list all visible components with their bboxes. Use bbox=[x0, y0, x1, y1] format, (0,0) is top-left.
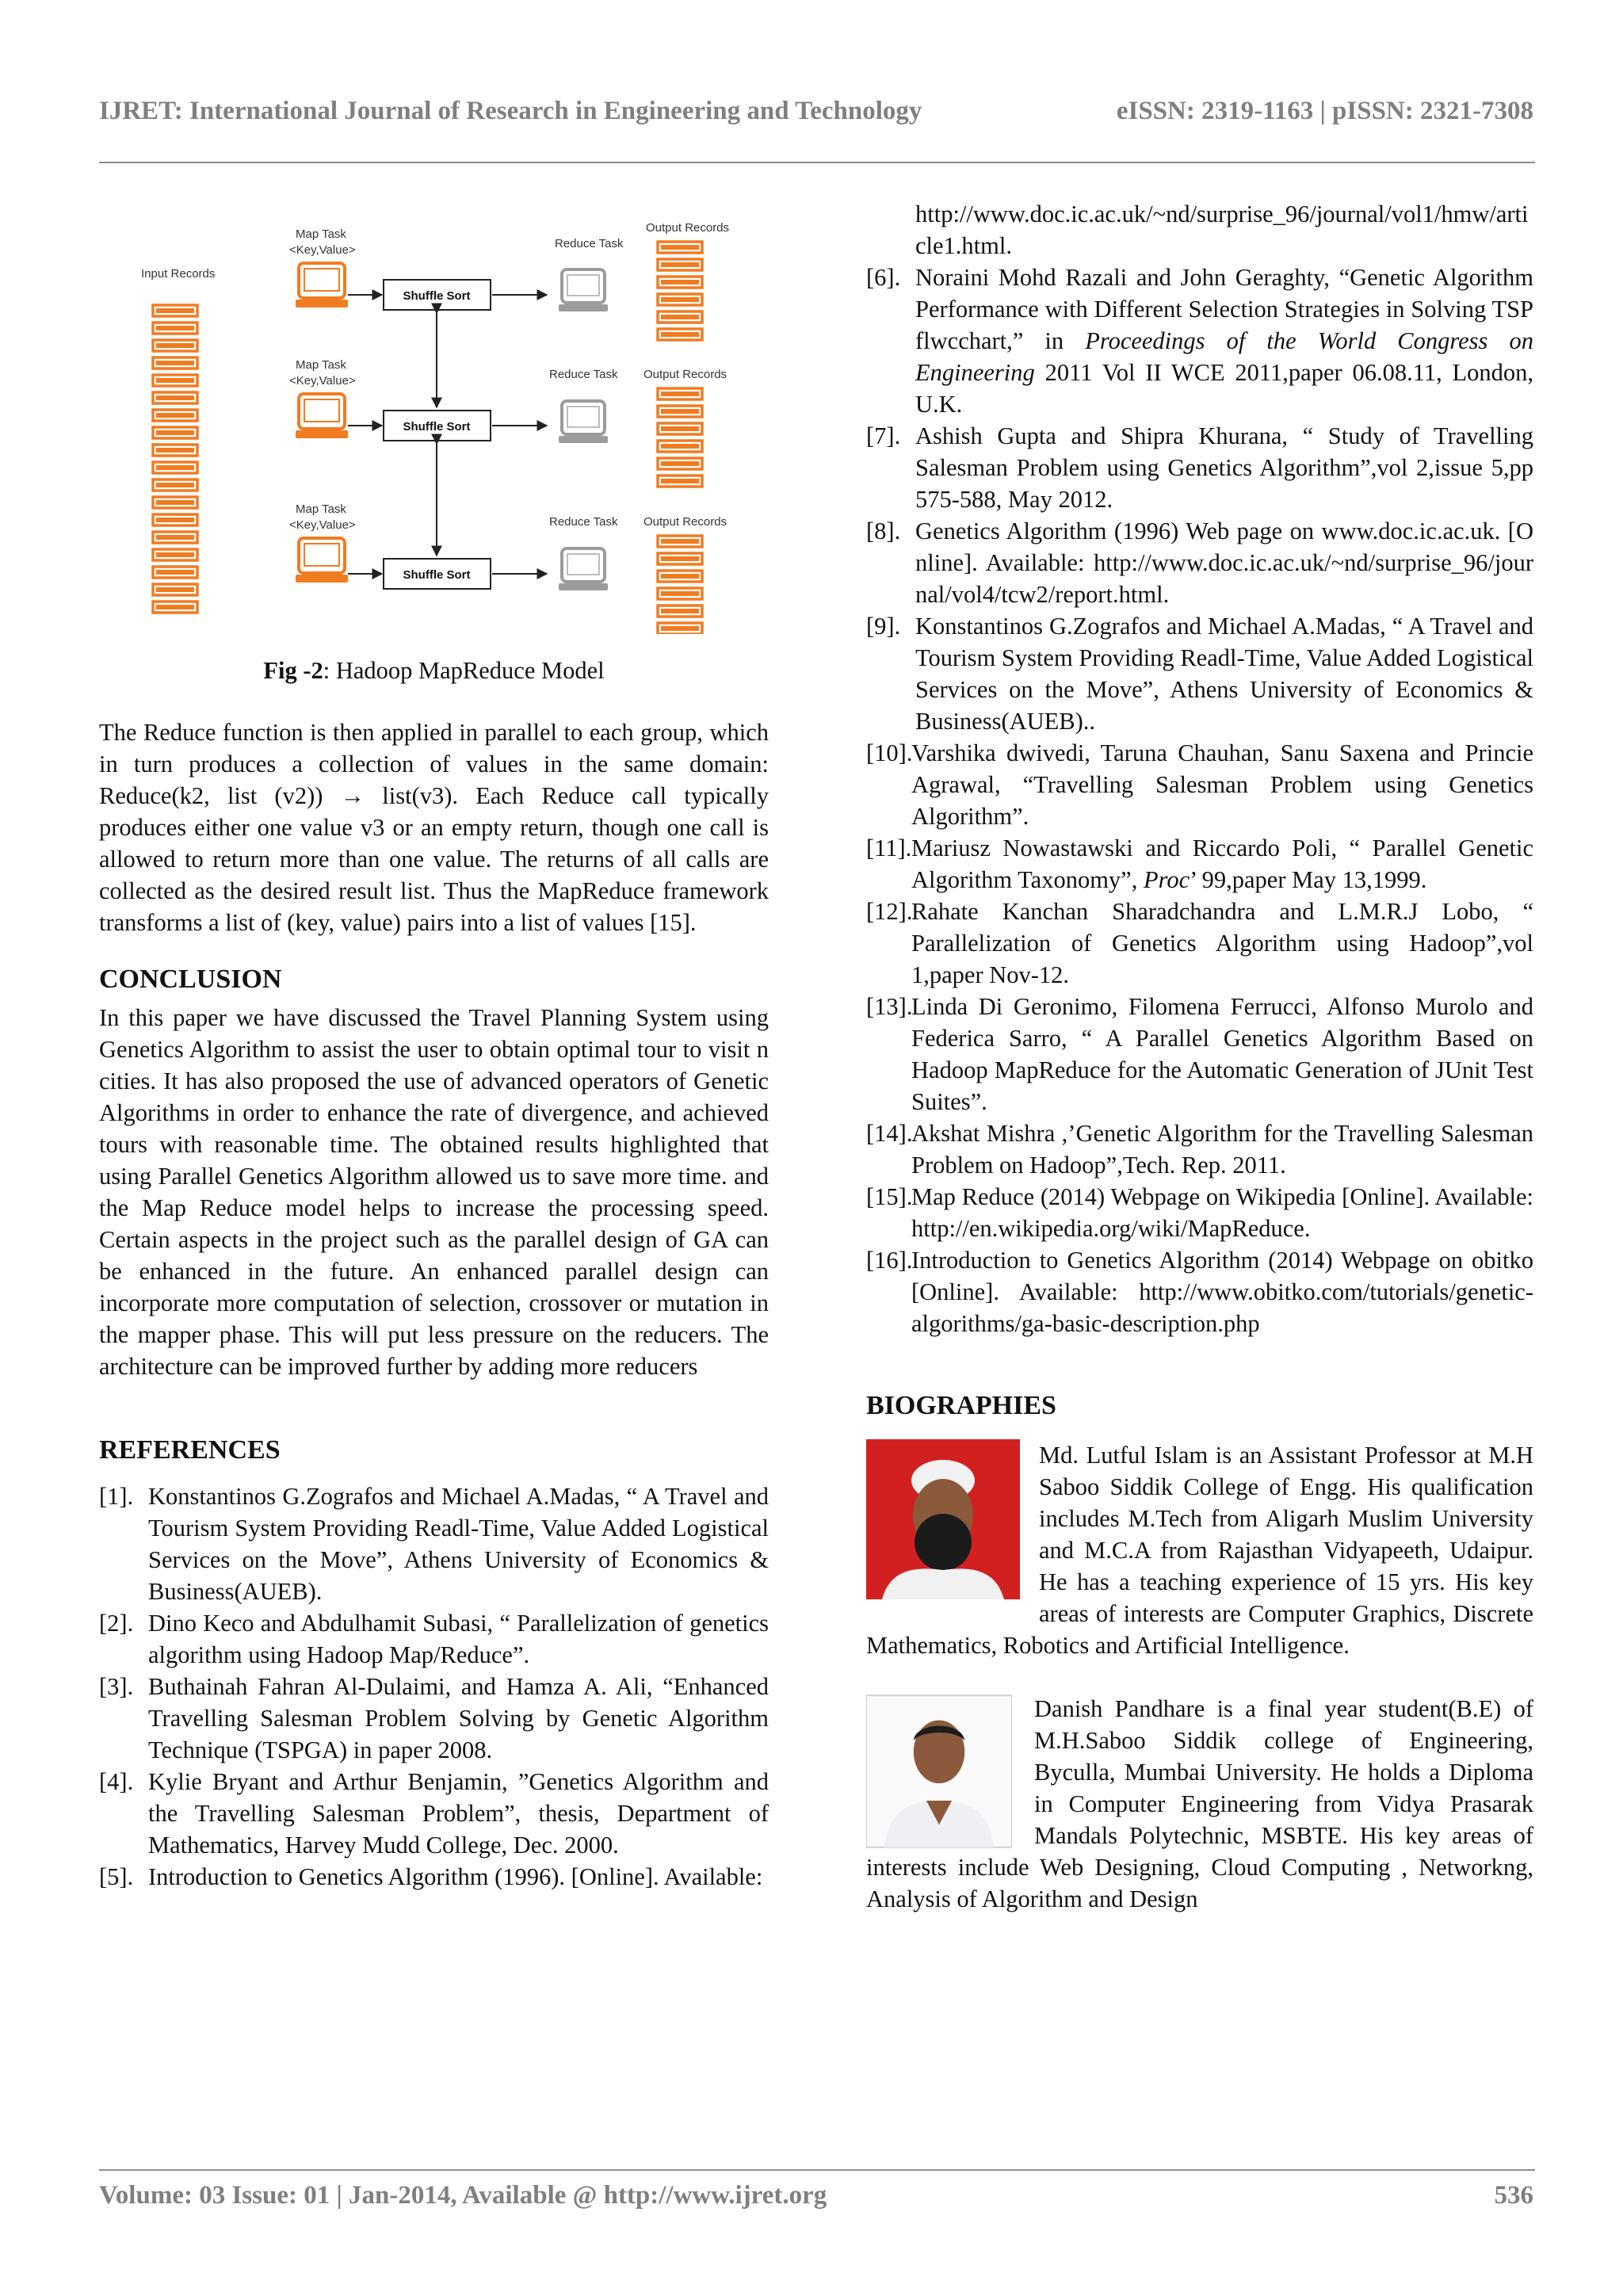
reference-item: [10]. Varshika dwivedi, Taruna Chauhan, Sanu Saxena and Princie Agrawal, “Travelling Salesman Problem using Genetics Algorithm”. bbox=[866, 739, 1533, 830]
conclusion-text: In this paper we have discussed the Travel Planning System using Genetics Algorithm to assist the user to obtain optimal tour to visit n cities. It has also proposed the use of advanced operators of Genetic Algorithms in order to enhance the rate of divergence, and achieved tours with reasonable time. The obtained results highlighted that using Parallel Genetics Algorithm allowed us to save more time. and the Map Reduce model helps to increase the processing speed. Certain aspects in the project such as the parallel design of GA can be enhanced in the future. An enhanced parallel design can incorporate more computation of selection, crossover or mutation in the mapper phase. This will put less pressure on the reducers. The architecture can be improved further by adding more reducers bbox=[99, 1004, 769, 1380]
label-reduce-task-1: Reduce Task bbox=[555, 237, 624, 250]
reference-item: [14]. Akshat Mishra ,’Genetic Algorithm for the Travelling Salesman Problem on Hadoop”,Tech. Rep. 2011. bbox=[866, 1120, 1533, 1179]
reference-item: [11]. Mariusz Nowastawski and Riccardo Poli, “ Parallel Genetic Algorithm Taxonomy”, Proc’ 99,paper May 13,1999. bbox=[866, 835, 1533, 893]
label-output-records-1: Output Records bbox=[646, 221, 730, 235]
label-shuffle-sort-1: Shuffle Sort bbox=[403, 289, 471, 303]
reference-item: [12]. Rahate Kanchan Sharadchandra and L.M.R.J Lobo, “ Parallelization of Genetics Algorithm using Hadoop”,vol 1,paper Nov-12. bbox=[866, 898, 1533, 988]
left-column bbox=[99, 190, 769, 1893]
header-rule bbox=[99, 162, 1535, 163]
reference-item: [15]. Map Reduce (2014) Webpage on Wikipedia [Online]. Available: http://en.wikipedia.org/wiki/MapReduce. bbox=[866, 1183, 1533, 1242]
mapreduce-figure bbox=[99, 190, 769, 634]
reduce-task-2-icon bbox=[559, 401, 608, 443]
volume-info: Volume: 03 Issue: 01 | Jan-2014, Available @ http://www.ijret.org bbox=[99, 2181, 827, 2210]
reference-item: [8]. Genetics Algorithm (1996) Web page on www.doc.ic.ac.uk. [Online]. Available: http://www.doc.ic.ac.uk/~nd/surprise_96/journal/vol4/tcw2/report.html. bbox=[866, 518, 1533, 608]
biography-1 bbox=[866, 1439, 1533, 1661]
reference-item: [16]. Introduction to Genetics Algorithm (2014) Webpage on obitko [Online]. Available: http://www.obitko.com/tutorials/genetic-algorithms/ga-basic-description.php bbox=[866, 1247, 1533, 1337]
reference-item: [5]. Introduction to Genetics Algorithm (1996). [Online]. Available: bbox=[99, 1863, 763, 1890]
footer-rule bbox=[99, 2169, 1535, 2171]
label-shuffle-sort-2: Shuffle Sort bbox=[403, 420, 471, 434]
label-output-records-3: Output Records bbox=[643, 515, 727, 529]
output-records-stack-1 bbox=[658, 242, 702, 340]
figure-caption-text: : Hadoop MapReduce Model bbox=[323, 657, 605, 684]
label-reduce-task-3: Reduce Task bbox=[549, 515, 618, 529]
reference-item: [9]. Konstantinos G.Zografos and Michael A.Madas, “ A Travel and Tourism System Providing Readl-Time, Value Added Logistical Services on the Move”, Athens University of Economics & Business(AUEB).. bbox=[866, 613, 1533, 735]
label-reduce-task-2: Reduce Task bbox=[549, 368, 618, 381]
reduce-task-1-icon bbox=[559, 269, 608, 311]
reference-item: [1]. Konstantinos G.Zografos and Michael A.Madas, “ A Travel and Tourism System Providing Readl-Time, Value Added Logistical Services on the Move”, Athens University of Economics & Business(AUEB). bbox=[99, 1483, 769, 1605]
reference-continuation: http://www.doc.ic.ac.uk/~nd/surprise_96/journal/vol1/hmw/article1.html. bbox=[915, 201, 1529, 259]
label-map-task-3: Map Task bbox=[296, 502, 346, 516]
reference-item: [3]. Buthainah Fahran Al-Dulaimi, and Hamza A. Ali, “Enhanced Travelling Salesman Problem Solving by Genetic Algorithm Technique (TSPGA) in paper 2008. bbox=[99, 1673, 769, 1763]
label-output-records-2: Output Records bbox=[643, 368, 727, 381]
label-key-value-3: <Key,Value> bbox=[289, 518, 356, 532]
biography-1-text: Md. Lutful Islam is an Assistant Professor at M.H Saboo Siddik College of Engg. His qualification includes M.Tech from Aligarh Muslim University and M.C.A from Rajasthan Vidyapeeth, Udaipur. He has a teaching experience of 15 yrs. His key areas of interests are Computer Graphics, Discrete Mathematics, Robotics and Artificial Intelligence. bbox=[866, 1442, 1533, 1659]
author-photo-1 bbox=[866, 1439, 1020, 1599]
biography-2-text: Danish Pandhare is a final year student(B.E) of M.H.Saboo Siddik college of Engineering, Byculla, Mumbai University. He holds a Diploma in Computer Engineering from Vidya Prasarak Mandals Polytechnic, MSBTE. His key areas of interests include Web Designing, Cloud Computing , Networkng, Analysis of Algorithm and Design bbox=[866, 1695, 1533, 1912]
label-input-records: Input Records bbox=[141, 267, 216, 281]
label-map-task-2: Map Task bbox=[296, 358, 346, 372]
map-task-1-icon bbox=[296, 263, 348, 308]
biography-2 bbox=[866, 1693, 1533, 1915]
author-photo-2 bbox=[866, 1693, 1012, 1850]
references-heading: REFERENCES bbox=[99, 1435, 281, 1465]
issn-info: eISSN: 2319-1163 | pISSN: 2321-7308 bbox=[1116, 97, 1533, 125]
page-header bbox=[99, 97, 1533, 135]
mapreduce-diagram bbox=[99, 190, 769, 634]
output-records-stack-3 bbox=[658, 536, 702, 634]
figure-caption-prefix: Fig -2 bbox=[263, 657, 323, 684]
references-list-left bbox=[99, 1480, 769, 1893]
reference-item: [6]. Noraini Mohd Razali and John Geraghty, “Genetic Algorithm Performance with Different Selection Strategies in Solving TSP flwcchart,” in Proceedings of the World Congress on Engineering 2011 Vol II WCE 2011,paper 06.08.11, London, U.K. bbox=[866, 264, 1533, 418]
label-shuffle-sort-3: Shuffle Sort bbox=[403, 568, 471, 582]
map-task-2-icon bbox=[296, 394, 348, 438]
conclusion-heading: CONCLUSION bbox=[99, 965, 282, 994]
label-key-value-2: <Key,Value> bbox=[289, 374, 356, 388]
journal-title: IJRET: International Journal of Research in Engineering and Technology bbox=[99, 97, 922, 125]
output-records-stack-2 bbox=[658, 388, 702, 487]
input-records-stack bbox=[153, 305, 197, 613]
label-key-value-1: <Key,Value> bbox=[289, 243, 356, 257]
reference-item: [4]. Kylie Bryant and Arthur Benjamin, ”Genetics Algorithm and the Travelling Salesman Problem”, thesis, Department of Mathematics, Harvey Mudd College, Dec. 2000. bbox=[99, 1768, 769, 1859]
map-task-3-icon bbox=[296, 538, 348, 583]
reference-item: [13]. Linda Di Geronimo, Filomena Ferrucci, Alfonso Murolo and Federica Sarro, “ A Parallel Genetics Algorithm Based on Hadoop MapReduce for the Automatic Generation of JUnit Test Suites”. bbox=[866, 993, 1533, 1115]
page-number: 536 bbox=[1494, 2181, 1533, 2210]
biographies-heading: BIOGRAPHIES bbox=[866, 1391, 1056, 1420]
reduce-task-3-icon bbox=[559, 548, 608, 590]
right-column bbox=[866, 198, 1533, 1915]
reduce-paragraph: The Reduce function is then applied in parallel to each group, which in turn produces a collection of values in the same domain: Reduce(k2, list (v2)) → list(v3). Each Reduce call typically produces either one value v3 or an empty return, though one call is allowed to return more than one value. The returns of all calls are collected as the desired result list. Thus the MapReduce framework transforms a list of (key, value) pairs into a list of values [15]. bbox=[99, 719, 769, 936]
label-map-task-1: Map Task bbox=[296, 227, 346, 241]
reference-item: [2]. Dino Keco and Abdulhamit Subasi, “ Parallelization of genetics algorithm using Hadoop Map/Reduce”. bbox=[99, 1610, 769, 1668]
figure-caption bbox=[99, 655, 769, 686]
reference-item: [7]. Ashish Gupta and Shipra Khurana, “ Study of Travelling Salesman Problem using Genetics Algorithm”,vol 2,issue 5,pp 575-588, May 2012. bbox=[866, 422, 1533, 513]
